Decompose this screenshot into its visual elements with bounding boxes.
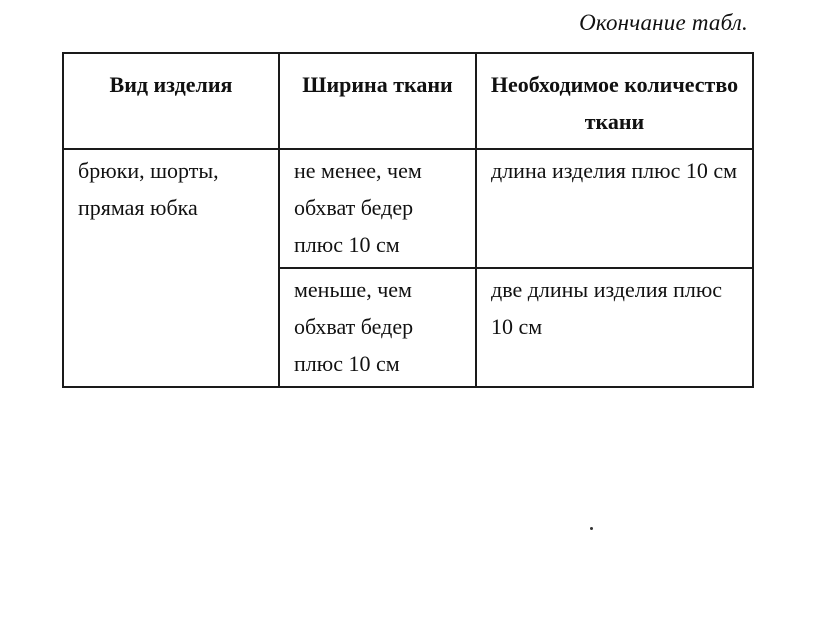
table-row xyxy=(63,149,753,268)
cell-fabric-amount: длина изделия плюс 10 см xyxy=(476,149,753,268)
cell-fabric-width: меньше, чем обхват бедер плюс 10 см xyxy=(279,268,476,387)
header-fabric-width: Ширина ткани xyxy=(279,53,476,149)
stray-dot xyxy=(590,527,593,530)
cell-fabric-width: не менее, чем обхват бедер плюс 10 см xyxy=(279,149,476,268)
table-header-row xyxy=(63,53,753,149)
header-fabric-amount: Необходимое количество ткани xyxy=(476,53,753,149)
header-product-type: Вид изделия xyxy=(63,53,279,149)
cell-product-type: брюки, шорты, прямая юбка xyxy=(63,149,279,387)
fabric-requirements-table xyxy=(62,52,754,388)
table-continuation-caption: Окончание табл. xyxy=(579,10,748,35)
cell-fabric-amount: две длины изделия плюс 10 см xyxy=(476,268,753,387)
